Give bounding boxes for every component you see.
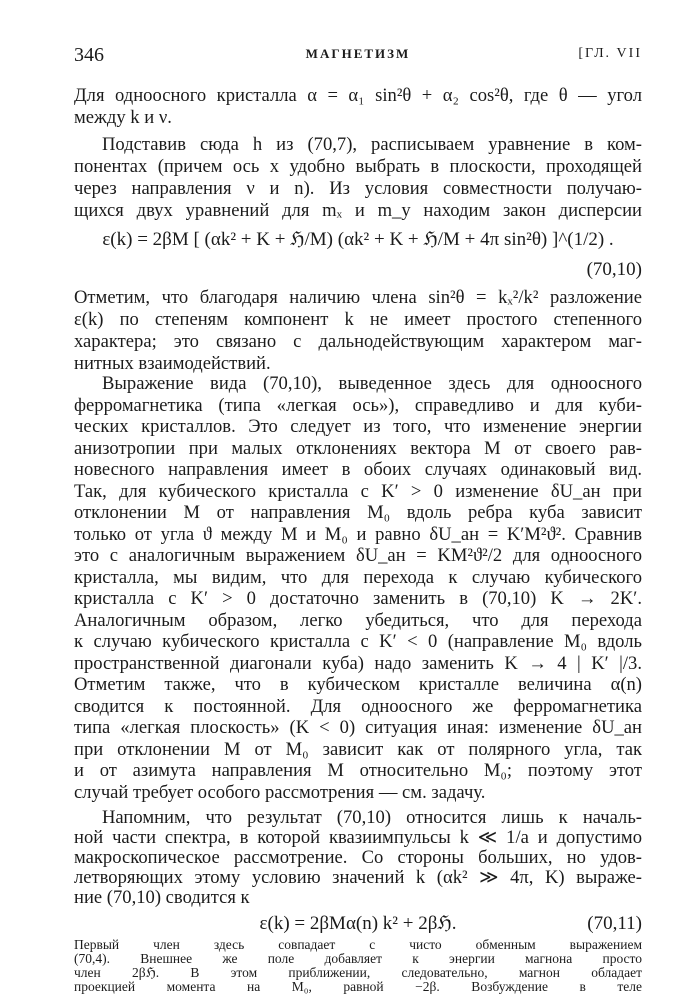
page-number: 346 — [74, 44, 104, 66]
text-line: летворяющих этому условию значений k (αk² ≫ 4π, K) выраже- — [74, 867, 642, 888]
text-line: между k и ν. — [74, 107, 172, 128]
text-line: типа «легкая плоскость» (K < 0) ситуация иная: изменение δU_ан — [74, 717, 642, 738]
text-line: (70,4). Внешнее же поле добавляет к энергии магнона просто — [74, 951, 642, 966]
formula-70-11: ε(k) = 2βMα(n) k² + 2βℌ. — [259, 913, 457, 934]
text-line: Первый член здесь совпадает с чисто обменным выражением — [74, 937, 642, 952]
text-line: Отметим, что благодаря наличию члена sin²θ = kₓ²/k² разложение — [74, 287, 642, 308]
text-line: ε(k) по степеням компонент k не имеет простого степенного — [74, 309, 642, 330]
text-line: понентах (причем ось x удобно выбрать в плоскости, проходящей — [74, 156, 642, 177]
text-line: Для одноосного кристалла α = α₁ sin²θ + α₂ cos²θ, где θ — угол — [74, 85, 642, 106]
text-line: Отметим также, что в кубическом кристалле величина α(n) — [74, 674, 642, 695]
text-line: кристалла, мы видим, что для перехода к случаю кубического — [74, 566, 642, 588]
text-line: отклонении M от направления M₀ вдоль ребра куба зависит — [74, 502, 642, 523]
text-line: новесного направления имеет в обоих случаях одинаковый вид. — [74, 459, 642, 480]
text-line: Подставив сюда h из (70,7), расписываем уравнение в ком- — [102, 134, 642, 155]
text-line: член 2βℌ. В этом приближении, следовательно, магнон обладает — [74, 965, 642, 980]
text-line: и от азимута направления M относительно M₀; поэтому этот — [74, 760, 642, 781]
text-line: анизотропии при малых отклонениях вектора M от своего рав- — [74, 437, 642, 459]
text-line: при отклонении M от M₀ зависит как от полярного угла, так — [74, 738, 642, 760]
text-line: пространственной диагонали куба) надо заменить K → 4 | K′ |/3. — [74, 652, 642, 674]
text-line: Напомним, что результат (70,10) относится лишь к началь- — [102, 807, 642, 828]
equation-number: (70,11) — [587, 913, 642, 934]
running-title: МАГНЕТИЗМ — [305, 46, 411, 61]
text-line: к случаю кубического кристалла с K′ < 0 (направление M₀ вдоль — [74, 631, 642, 652]
text-line: ческих кристаллов. Это следует из того, что изменение энергии — [74, 416, 642, 437]
chapter-label: [ГЛ. VII — [578, 46, 642, 61]
text-line: нитных взаимодействий. — [74, 353, 271, 374]
text-line: ферромагнетика (типа «легкая ось»), справедливо и для куби- — [74, 394, 642, 416]
text-line: макроскопическое рассмотрение. Со стороны больших, но удов- — [74, 847, 642, 868]
text-line: через направления ν и n). Из условия совместности получаю- — [74, 178, 642, 199]
text-line: случай требует особого рассмотрения — см. задачу. — [74, 781, 486, 803]
text-line: ние (70,10) сводится к — [74, 887, 250, 908]
text-line: проекцией момента на M₀, равной −2β. Возбуждение в теле — [74, 979, 642, 994]
text-line: это с аналогичным выражением δU_ан = KM²ϑ²/2 для одноосного — [74, 545, 642, 566]
text-line: сводится к постоянной. Для одноосного же ферромагнетика — [74, 695, 642, 717]
text-line: кристалла с K′ > 0 достаточно заменить в (70,10) K → 2K′. — [74, 588, 642, 609]
text-line: щихся двух уравнений для mₓ и m_y находим закон дисперсии — [74, 200, 642, 221]
equation-number: (70,10) — [586, 259, 642, 280]
text-line: только от угла ϑ между M и M₀ и равно δU_ан = K′M²ϑ². Сравнив — [74, 523, 642, 545]
text-line: характера; это связано с дальнодействующим характером маг- — [74, 331, 642, 352]
text-line: Аналогичным образом, легко убедиться, что для перехода — [74, 609, 642, 631]
text-line: ной части спектра, в которой квазиимпульсы k ≪ 1/a и допустимо — [74, 827, 642, 848]
text-line: Так, для кубического кристалла с K′ > 0 изменение δU_ан при — [74, 480, 642, 502]
text-line: Выражение вида (70,10), выведенное здесь для одноосного — [102, 373, 642, 394]
formula-70-10: ε(k) = 2βM [ (αk² + K + ℌ/M) (αk² + K + ℌ/M + 4π sin²θ) ]^(1/2) . — [102, 229, 614, 250]
